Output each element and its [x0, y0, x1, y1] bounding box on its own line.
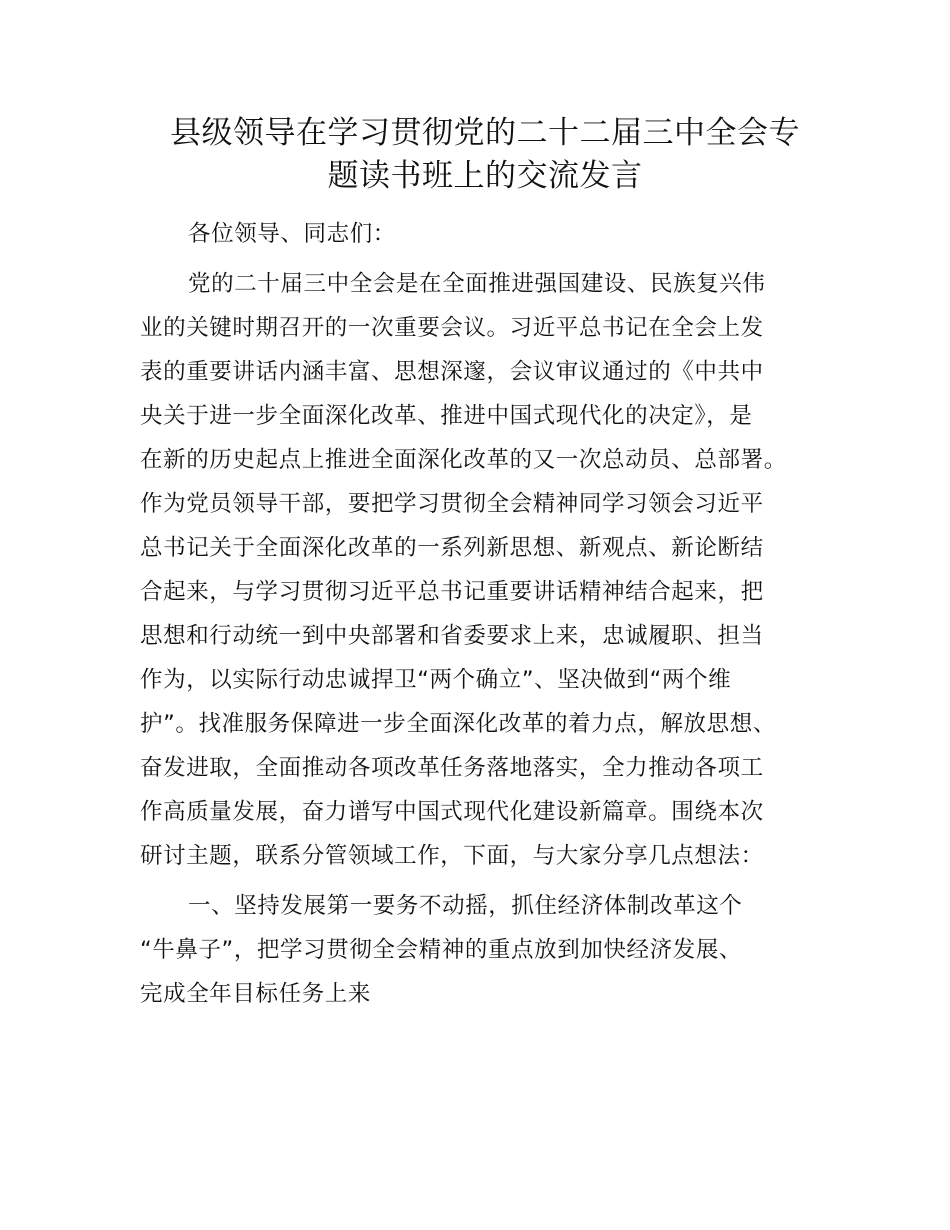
paragraph-line: 思想和行动统一到中央部署和省委要求上来，忠诚履职、担当 — [140, 623, 764, 649]
paragraph-line: 作为，以实际行动忠诚捍卫“两个确立”、坚决做到“两个维 — [140, 667, 732, 693]
heading-line: 完成全年目标任务上来 — [140, 981, 372, 1007]
paragraph-line: 合起来，与学习贯彻习近平总书记重要讲话精神结合起来，把 — [140, 579, 764, 605]
paragraph-line: 在新的历史起点上推进全面深化改革的又一次总动员、总部署。 — [140, 447, 787, 473]
paragraph-line: 护”。找准服务保障进一步全面深化改革的着力点，解放思想、 — [140, 711, 776, 737]
paragraph-line: 奋发进取，全面推动各项改革任务落地落实，全力推动各项工 — [140, 755, 764, 781]
document-body — [140, 212, 830, 1016]
salutation: 各位领导、同志们： — [188, 221, 396, 247]
paragraph-line: 党的二十届三中全会是在全面推进强国建设、民族复兴伟 — [188, 271, 766, 297]
paragraph-1 — [140, 262, 830, 878]
heading-line: 一、坚持发展第一要务不动摇，抓住经济体制改革这个 — [188, 893, 743, 919]
paragraph-line: 表的重要讲话内涵丰富、思想深邃，会议审议通过的《中共中 — [140, 359, 764, 385]
section-heading-1 — [140, 884, 830, 1016]
document-page — [140, 112, 830, 1016]
heading-line: “牛鼻子”，把学习贯彻全会精神的重点放到加快经济发展、 — [140, 937, 743, 963]
document-title — [140, 112, 830, 198]
paragraph-line: 作高质量发展，奋力谱写中国式现代化建设新篇章。围绕本次 — [140, 799, 764, 825]
paragraph-line: 业的关键时期召开的一次重要会议。习近平总书记在全会上发 — [140, 315, 764, 341]
title-line: 县级领导在学习贯彻党的二十二届三中全会专 — [170, 115, 800, 151]
paragraph-line: 总书记关于全面深化改革的一系列新思想、新观点、新论断结 — [140, 535, 764, 561]
paragraph-line: 作为党员领导干部，要把学习贯彻全会精神同学习领会习近平 — [140, 491, 764, 517]
paragraph-line: 央关于进一步全面深化改革、推进中国式现代化的决定》，是 — [140, 403, 753, 429]
salutation-paragraph — [140, 212, 830, 256]
title-line: 题读书班上的交流发言 — [327, 158, 643, 194]
paragraph-line: 研讨主题，联系分管领域工作，下面，与大家分享几点想法： — [140, 843, 764, 869]
